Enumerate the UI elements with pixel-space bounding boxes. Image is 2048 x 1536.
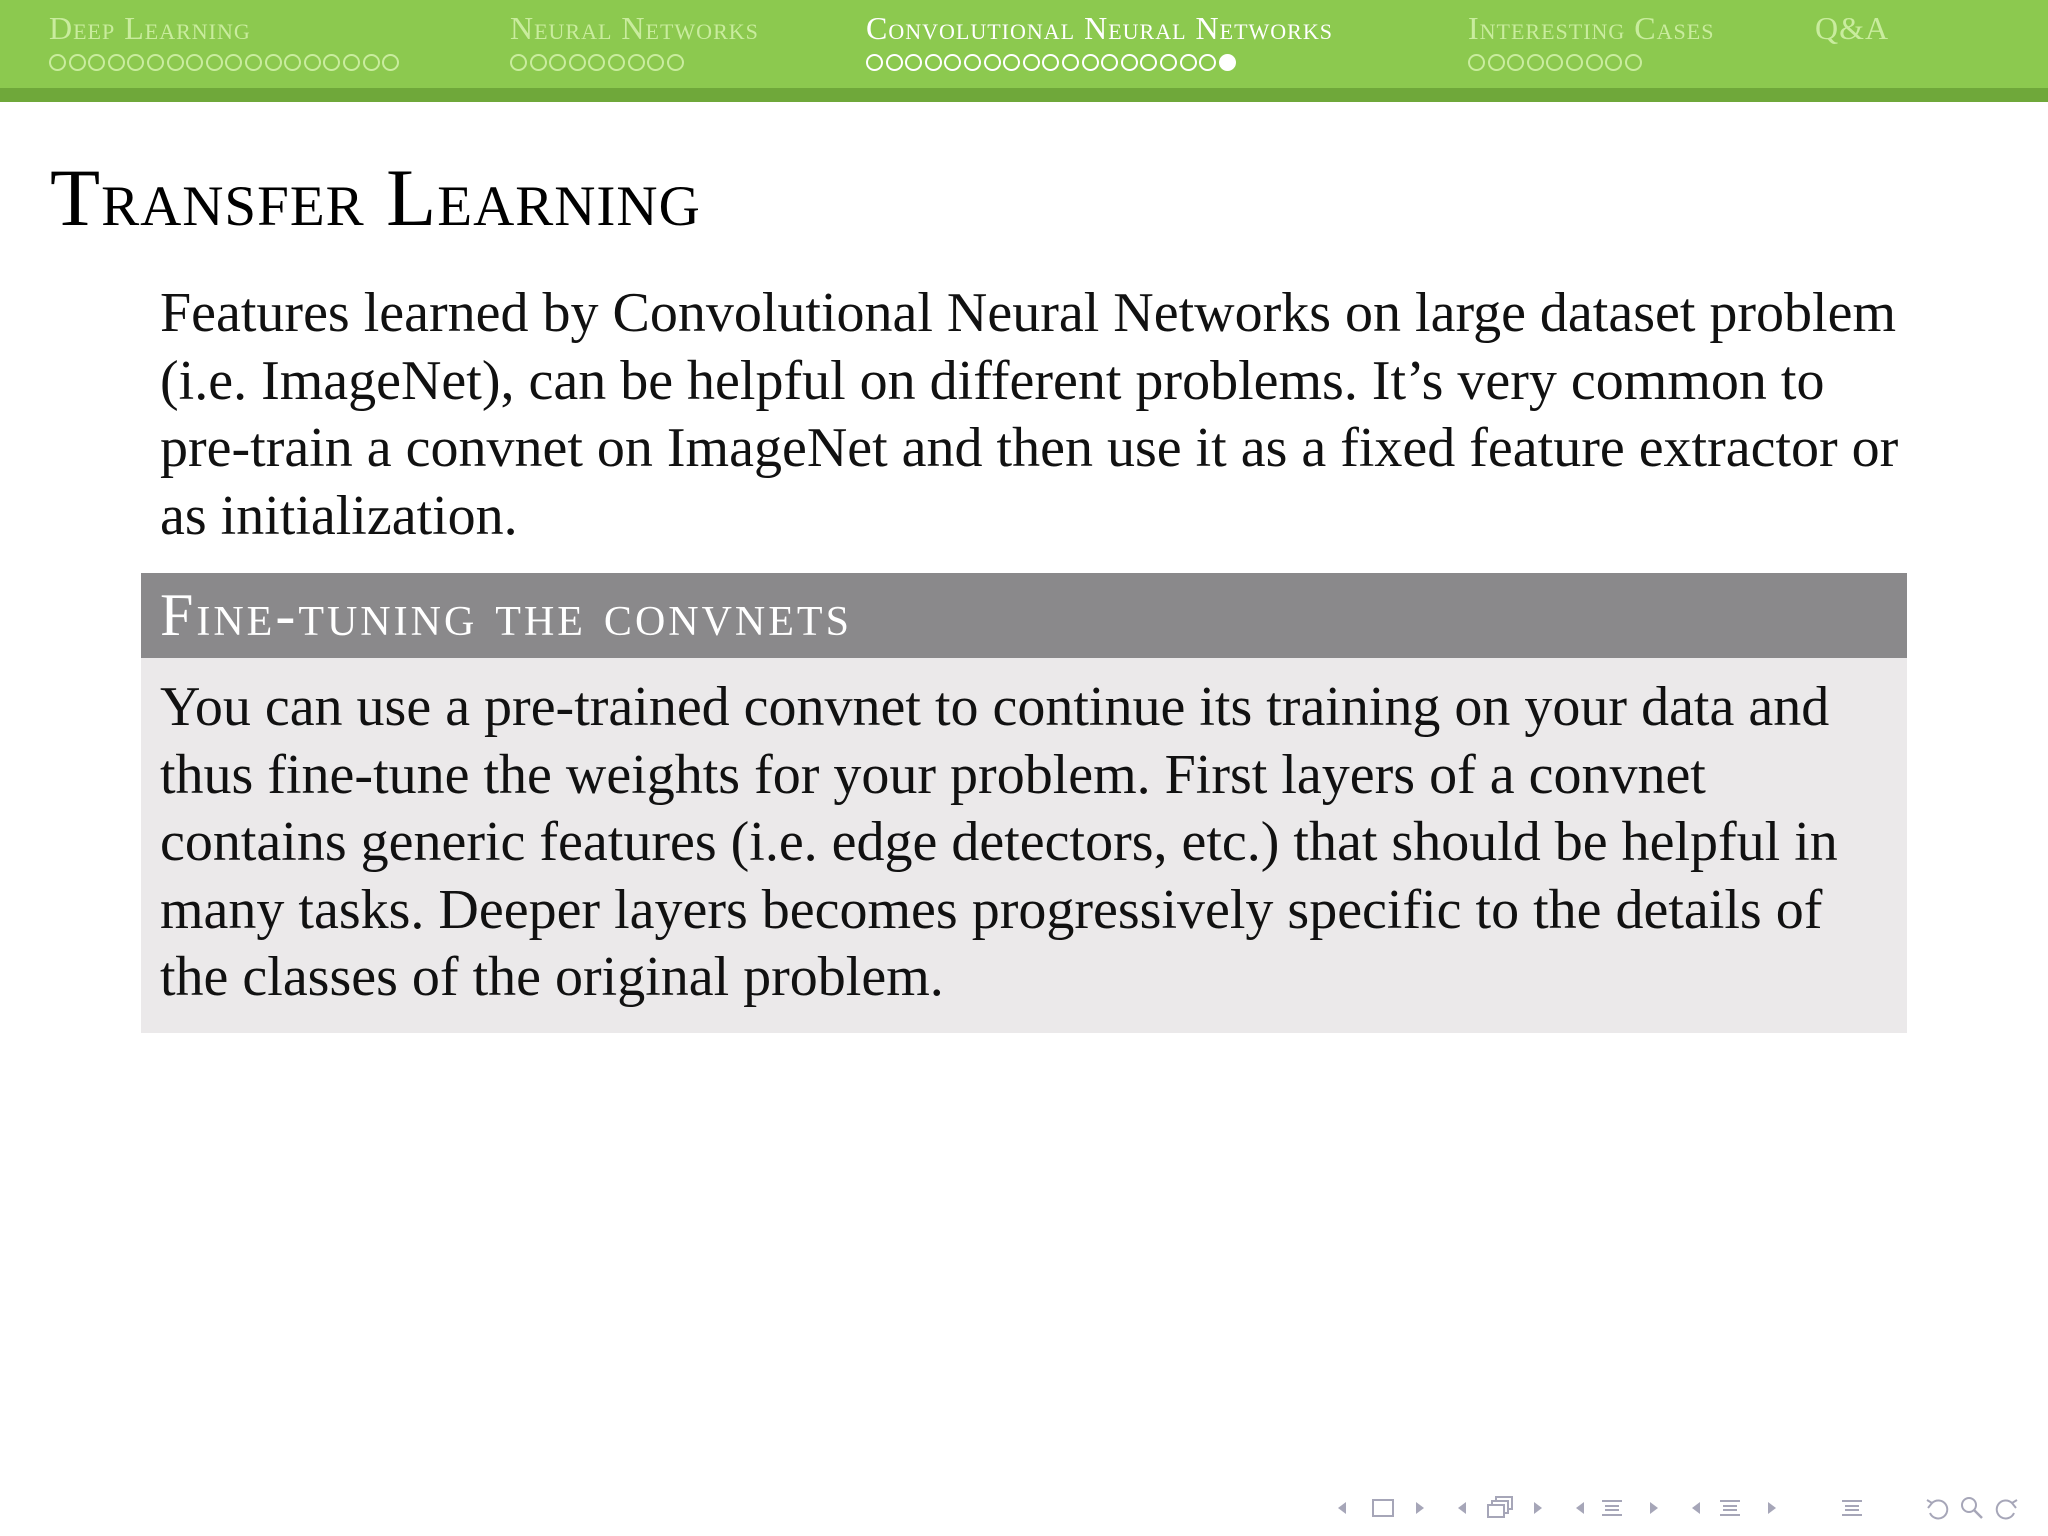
nav-frame-dots (1815, 52, 1889, 72)
subsection-next-icon[interactable] (1534, 1488, 1542, 1524)
nav-frame-dot[interactable] (167, 54, 184, 71)
nav-frame-dot[interactable] (1507, 54, 1524, 71)
toc-icon[interactable] (1842, 1488, 1862, 1524)
subsection-prev-icon[interactable] (1458, 1488, 1466, 1524)
nav-frame-dot[interactable] (1488, 54, 1505, 71)
nav-frame-dot[interactable] (1003, 54, 1020, 71)
nav-frame-dot[interactable] (984, 54, 1001, 71)
nav-section-neural-networks[interactable] (510, 8, 759, 72)
nav-frame-dot[interactable] (245, 54, 262, 71)
back-icon[interactable] (1924, 1488, 1952, 1524)
navbar-bottom-strip (0, 88, 2048, 102)
nav-section-title[interactable]: Convolutional Neural Networks (866, 10, 1333, 46)
frame-next-icon[interactable] (1416, 1488, 1424, 1524)
nav-frame-dot[interactable] (1062, 54, 1079, 71)
nav-frame-dot[interactable] (549, 54, 566, 71)
doc-prev-icon[interactable] (1692, 1488, 1700, 1524)
nav-frame-dot[interactable] (49, 54, 66, 71)
section-navigation-bar (0, 0, 2048, 88)
nav-frame-dot[interactable] (1180, 54, 1197, 71)
nav-frame-dot[interactable] (1527, 54, 1544, 71)
nav-frame-dot[interactable] (510, 54, 527, 71)
nav-frame-dot[interactable] (1586, 54, 1603, 71)
nav-frame-dots (49, 52, 402, 72)
nav-section-title[interactable]: Deep Learning (49, 10, 251, 46)
nav-frame-dot[interactable] (69, 54, 86, 71)
nav-frame-dot[interactable] (382, 54, 399, 71)
nav-frame-dot[interactable] (866, 54, 883, 71)
section-next-icon[interactable] (1650, 1488, 1658, 1524)
frame-icon[interactable] (1372, 1488, 1394, 1524)
nav-frame-dot[interactable] (323, 54, 340, 71)
nav-frame-dot[interactable] (284, 54, 301, 71)
nav-section-qa[interactable] (1815, 8, 1889, 72)
nav-section-interesting-cases[interactable] (1468, 8, 1714, 72)
nav-frame-dot[interactable] (608, 54, 625, 71)
nav-frame-dot[interactable] (225, 54, 242, 71)
block-body (141, 658, 1907, 1033)
nav-frame-dot[interactable] (1605, 54, 1622, 71)
nav-frame-dot-current[interactable] (1219, 54, 1236, 71)
nav-frame-dot[interactable] (1121, 54, 1138, 71)
section-icon[interactable] (1602, 1488, 1622, 1524)
block-text: You can use a pre-trained convnet to continue its training on your data and thus fine-tune the weights for your problem. First layers of a convnet contains generic features (i.e. edge detectors, etc.) that should be helpful in many tasks. Deeper layers becomes progressively specific to the details of the classes of the original problem. (160, 676, 1838, 1008)
block-header (141, 573, 1907, 658)
frame-prev-icon[interactable] (1338, 1488, 1346, 1524)
nav-frame-dot[interactable] (530, 54, 547, 71)
nav-frame-dot[interactable] (1082, 54, 1099, 71)
subsection-icon[interactable] (1486, 1488, 1516, 1524)
nav-frame-dot[interactable] (363, 54, 380, 71)
nav-frame-dot[interactable] (186, 54, 203, 71)
nav-section-title[interactable]: Interesting Cases (1468, 10, 1715, 46)
nav-frame-dot[interactable] (343, 54, 360, 71)
nav-frame-dot[interactable] (265, 54, 282, 71)
doc-next-icon[interactable] (1768, 1488, 1776, 1524)
nav-section-convolutional-neural-networks[interactable] (866, 8, 1333, 72)
nav-frame-dot[interactable] (1199, 54, 1216, 71)
nav-frame-dot[interactable] (1140, 54, 1157, 71)
nav-frame-dot[interactable] (944, 54, 961, 71)
slide-title: Transfer Learning (50, 152, 701, 243)
nav-frame-dot[interactable] (1160, 54, 1177, 71)
intro-paragraph: Features learned by Convolutional Neural Networks on large dataset problem (i.e. ImageNet), can be helpful on different problems. It’s very common to pre-train a convnet on ImageNet and then use it as a fixed feature extractor or as initialization. (160, 282, 1899, 547)
nav-section-deep-learning[interactable] (49, 8, 402, 72)
nav-frame-dot[interactable] (667, 54, 684, 71)
nav-frame-dot[interactable] (1546, 54, 1563, 71)
navigation-symbols (1330, 1488, 2030, 1524)
nav-frame-dot[interactable] (1625, 54, 1642, 71)
search-icon[interactable] (1958, 1488, 1986, 1524)
nav-frame-dot[interactable] (1566, 54, 1583, 71)
nav-frame-dot[interactable] (304, 54, 321, 71)
nav-frame-dot[interactable] (925, 54, 942, 71)
nav-frame-dot[interactable] (628, 54, 645, 71)
nav-frame-dot[interactable] (1468, 54, 1485, 71)
nav-frame-dot[interactable] (588, 54, 605, 71)
nav-frame-dots (510, 52, 759, 72)
block-title: Fine-tuning the convnets (160, 582, 852, 648)
nav-frame-dot[interactable] (647, 54, 664, 71)
nav-frame-dot[interactable] (108, 54, 125, 71)
nav-frame-dot[interactable] (147, 54, 164, 71)
nav-frame-dot[interactable] (886, 54, 903, 71)
nav-frame-dot[interactable] (569, 54, 586, 71)
forward-icon[interactable] (1992, 1488, 2020, 1524)
nav-section-title[interactable]: Q&A (1815, 10, 1890, 46)
nav-frame-dot[interactable] (964, 54, 981, 71)
nav-frame-dots (866, 52, 1333, 72)
nav-frame-dots (1468, 52, 1714, 72)
nav-frame-dot[interactable] (1042, 54, 1059, 71)
nav-section-title[interactable]: Neural Networks (510, 10, 759, 46)
nav-frame-dot[interactable] (127, 54, 144, 71)
nav-frame-dot[interactable] (1023, 54, 1040, 71)
nav-frame-dot[interactable] (905, 54, 922, 71)
section-prev-icon[interactable] (1576, 1488, 1584, 1524)
nav-frame-dot[interactable] (206, 54, 223, 71)
doc-icon[interactable] (1720, 1488, 1740, 1524)
nav-frame-dot[interactable] (88, 54, 105, 71)
nav-frame-dot[interactable] (1101, 54, 1118, 71)
